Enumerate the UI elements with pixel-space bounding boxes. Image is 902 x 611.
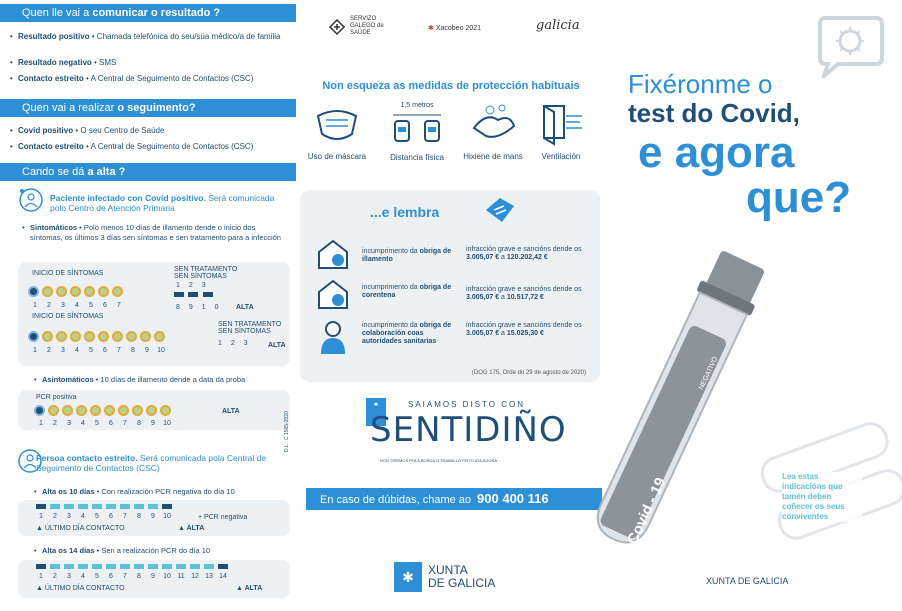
day-bar [204, 564, 214, 569]
day-bar [148, 504, 158, 509]
distance-label: 1,5 metros [400, 102, 434, 109]
day-dot [90, 405, 101, 416]
section-header-follow-up: Quen vai a realizar o seguimento? [0, 99, 296, 117]
day-number: 2 [47, 347, 51, 354]
day-dot [56, 331, 67, 342]
discharge-label-2: ALTA [268, 342, 286, 349]
sentidino-subtitle: NON TIREMOS POLA BORDA O TRABALLO FEITO ATA AGORA [380, 458, 497, 463]
close-contact-2: • Contacto estreito • A Central de Seguimento de Contactos (CSC) [18, 142, 288, 152]
day-bar [36, 504, 46, 509]
day-dot [70, 331, 81, 342]
house-quarantine-icon [316, 278, 350, 310]
timeline-numbers-2 [28, 347, 168, 354]
day-number: 8 [131, 347, 135, 354]
day-number: 10 [157, 347, 165, 354]
day-number: 1 [39, 420, 43, 427]
day-number: 5 [89, 347, 93, 354]
day-bar [64, 504, 74, 509]
day-dot [28, 331, 39, 342]
day-bar [162, 564, 172, 569]
day-bar [120, 504, 130, 509]
galicia-logo: galicia [536, 18, 580, 33]
day-number: 11 [177, 573, 185, 580]
day-number: 4 [81, 513, 85, 520]
xacobeo-logo: ✱ Xacobeo 2021 [428, 25, 481, 32]
pcr-positive-label: PCR positiva [36, 394, 77, 401]
title-line-1: Fixéronme o [628, 69, 773, 99]
discharge-label-1: ALTA [236, 304, 254, 311]
isolation-obligation: incumprimento da obriga de illamento [362, 248, 452, 263]
timeline-bars-4 [36, 504, 172, 509]
house-isolation-icon [316, 238, 350, 270]
measure-distance: 1,5 metros Distancia física [378, 102, 456, 162]
day-bar [190, 564, 200, 569]
timeline-bars-5 [36, 564, 228, 569]
day-number: 13 [205, 573, 213, 580]
isolation-penalty: infracción grave e sancións dende os 3.005,07 € a 120.202,42 € [466, 246, 582, 261]
contact-timeline-14 [18, 560, 290, 598]
covid-positive: • Covid positivo • O seu Centro de Saúde [18, 126, 288, 136]
day-number: 3 [67, 513, 71, 520]
patient-icon [18, 188, 44, 216]
day-number: 4 [75, 302, 79, 309]
day-bar [36, 564, 46, 569]
sergas-logo [328, 16, 392, 37]
day-bar [120, 564, 130, 569]
title-line-2: test do Covid, [628, 98, 800, 128]
day-number: 2 [53, 513, 57, 520]
result-positive: • Resultado positivo • Chamada telefónica do seu/súa médico/a de familia [18, 32, 288, 42]
xunta-badge: ✱ [366, 398, 386, 426]
day-number: 2 [53, 420, 57, 427]
mask-icon [312, 100, 362, 146]
sentidino-title: SENTIDIÑO [370, 410, 567, 450]
day-number: 6 [109, 573, 113, 580]
tube-positive-label: POSITIVO [728, 348, 749, 381]
day-dot [28, 286, 39, 297]
asymptomatic-timeline [18, 390, 290, 430]
sentidino-logo [366, 398, 567, 464]
no-symptoms-numbers-2: 123 [218, 340, 257, 347]
day-bar [78, 564, 88, 569]
day-number: 1 [39, 513, 43, 520]
day-number: 7 [123, 573, 127, 580]
day-dot [154, 331, 165, 342]
timeline-numbers-4 [34, 513, 174, 520]
quarantine-penalty: infracción grave e sancións dende os 3.005,07 € a 10.517,72 € [466, 286, 582, 301]
sergas-icon [328, 18, 346, 36]
left-panel [0, 0, 296, 611]
day-number: 7 [117, 347, 121, 354]
day-bar [92, 564, 102, 569]
day-bar [134, 504, 144, 509]
last-contact-label-1: ▲ ÚLTIMO DÍA CONTACTO [36, 525, 125, 532]
timeline-numbers-5 [34, 573, 230, 580]
collaboration-obligation: incumprimento da obriga de colaboración coas autoridades sanitarias [362, 322, 452, 345]
day-number: 1 [39, 573, 43, 580]
day-number: 3 [61, 302, 65, 309]
day-number: 8 [137, 420, 141, 427]
day-number: 4 [81, 573, 85, 580]
asymptomatic-note: • Asintomáticos • 10 días de illamento dende a data da proba [42, 375, 292, 385]
day-bar [162, 504, 172, 509]
infected-patient-note: Paciente infectado con Covid positivo. Será comunicada polo Centro de Atención Primaria [50, 193, 275, 213]
day-number: 6 [109, 420, 113, 427]
day-dot [118, 405, 129, 416]
day-dot [76, 405, 87, 416]
day-dot [98, 286, 109, 297]
day-bar [92, 504, 102, 509]
legal-deposit: D.L.: C 1565-2020 [284, 411, 290, 452]
day-dot [70, 286, 81, 297]
sergas-logo-text: SERVIZO GALEGO de SAÚDE [350, 16, 384, 36]
extra-days-numbers-1: 8910 [176, 304, 228, 311]
quarantine-obligation: incumprimento da obriga de corentena [362, 284, 452, 299]
day-dot [146, 405, 157, 416]
day-number: 5 [95, 420, 99, 427]
day-dot [34, 405, 45, 416]
note-cohabitants: Lea estas indicacións que tamén deben coñecer os seus conviventes [782, 472, 862, 522]
day-number: 3 [67, 573, 71, 580]
tube-covid-label: Covid - 19 [624, 475, 670, 548]
day-bar [50, 504, 60, 509]
day-bar [218, 564, 228, 569]
measure-mask: Uso de máscara [298, 100, 376, 161]
day-number: 5 [95, 513, 99, 520]
reminder-box [300, 190, 600, 382]
ticket-icon [482, 194, 518, 226]
day-dot [112, 331, 123, 342]
day-dot [104, 405, 115, 416]
day-number: 9 [145, 347, 149, 354]
day-dot [56, 286, 67, 297]
day-dot [62, 405, 73, 416]
timeline-numbers-3 [34, 420, 174, 427]
day-number: 7 [123, 513, 127, 520]
day-dot [112, 286, 123, 297]
no-symptoms-label: SEN SÍNTOMAS [174, 273, 227, 280]
protection-title: Non esqueza as medidas de protección habituais [322, 80, 580, 92]
day-number: 9 [151, 420, 155, 427]
day-dot [42, 286, 53, 297]
day-dot [98, 331, 109, 342]
discharge-10-days: • Alta os 10 días • Con realización PCR negativa do día 10 [42, 487, 292, 497]
day-number: 7 [117, 302, 121, 309]
tube-negative-label: NEGATIVO [698, 355, 720, 391]
window-icon [536, 100, 586, 146]
close-contact-note: Persoa contacto estreito. Será comunicada pola Central de Seguimento de Contactos (CSC) [36, 453, 267, 473]
xunta-emblem-icon: ✱ [394, 562, 422, 592]
no-treatment-label: SEN TRATAMENTO [174, 266, 238, 273]
day-number: 6 [103, 347, 107, 354]
distance-icon [389, 111, 445, 147]
discharge-label-4: ▲ ALTA [178, 525, 205, 532]
test-tube-icon [556, 235, 796, 575]
no-treatment-label-2: SEN TRATAMENTO [218, 321, 282, 328]
day-number: 14 [219, 573, 227, 580]
timeline-dots-1 [28, 286, 123, 297]
day-bar [50, 564, 60, 569]
help-phone-strip: En caso de dúbidas, chame ao 900 400 116 [306, 488, 602, 510]
sentidino-top-text: SAIAMOS DISTO CON [408, 400, 525, 409]
day-bar [176, 564, 186, 569]
day-dot [126, 331, 137, 342]
no-symptoms-numbers-1: 123 [176, 282, 215, 289]
day-dot [140, 331, 151, 342]
day-bar [64, 564, 74, 569]
day-number: 7 [123, 420, 127, 427]
right-panel [606, 0, 902, 611]
day-bar [106, 564, 116, 569]
day-bar [134, 564, 144, 569]
symptomatic-note: • Sintomáticos • Polo menos 10 días de illamento dende o inicio dos síntomas, os últimos 3 días sen síntomas e sen tratamento para a infección [30, 223, 286, 243]
symptoms-start-label: INICIO DE SÍNTOMAS [32, 270, 104, 277]
timeline-numbers-1 [28, 302, 126, 309]
day-bar [106, 504, 116, 509]
no-symptoms-label-2: SEN SÍNTOMAS [218, 328, 271, 335]
xunta-logo: ✱ XUNTA DE GALICIA [394, 562, 495, 592]
title-line-4: que? [746, 173, 852, 222]
day-bar [78, 504, 88, 509]
day-number: 6 [109, 513, 113, 520]
discharge-label-5: ▲ ALTA [236, 585, 263, 592]
last-contact-label-2: ▲ ÚLTIMO DÍA CONTACTO [36, 585, 125, 592]
day-number: 1 [33, 302, 37, 309]
timeline-dots-3 [34, 405, 171, 416]
xunta-footer: XUNTA DE GALICIA [706, 576, 789, 586]
legal-reference: (DOG 175, Orde do 29 de agosto de 2020) [471, 370, 586, 376]
day-number: 4 [81, 420, 85, 427]
day-dot [160, 405, 171, 416]
day-number: 2 [47, 302, 51, 309]
result-negative: • Resultado negativo • SMS [18, 58, 288, 68]
timeline-dots-2 [28, 331, 165, 342]
day-number: 1 [33, 347, 37, 354]
reminder-title: ...e lembra [370, 204, 440, 220]
section-header-communicate: Quen lle vai a comunicar o resultado ? [0, 4, 296, 22]
section-header-discharge: Cando se dá a alta ? [0, 163, 296, 181]
day-number: 5 [95, 573, 99, 580]
day-number: 3 [67, 420, 71, 427]
day-dot [84, 286, 95, 297]
title-line-3: e agora [638, 128, 795, 177]
measure-ventilation: Ventilación [522, 100, 600, 161]
day-number: 9 [151, 573, 155, 580]
day-number: 10 [163, 573, 171, 580]
symptomatic-timeline [18, 262, 290, 366]
day-dot [84, 331, 95, 342]
day-number: 4 [75, 347, 79, 354]
close-contact-1: • Contacto estreito • A Central de Seguimento de Contactos (CSC) [18, 74, 288, 84]
virus-speech-bubble-icon [806, 14, 886, 78]
day-number: 9 [151, 513, 155, 520]
day-number: 10 [163, 513, 171, 520]
day-number: 8 [137, 513, 141, 520]
day-dot [42, 331, 53, 342]
day-number: 10 [163, 420, 171, 427]
day-number: 2 [53, 573, 57, 580]
day-bar [148, 564, 158, 569]
collaboration-penalty: infracción grave e sancións dende os 3.005,07 € a 15.025,30 € [466, 322, 582, 337]
health-worker-icon [318, 320, 348, 356]
day-number: 8 [137, 573, 141, 580]
hands-icon [468, 100, 518, 146]
discharge-label-3: ALTA [222, 408, 240, 415]
contact-timeline-10 [18, 500, 290, 536]
day-number: 12 [191, 573, 199, 580]
day-number: 3 [61, 347, 65, 354]
day-dot [132, 405, 143, 416]
measure-hands: Hixiene de mans [454, 100, 532, 161]
day-number: 5 [89, 302, 93, 309]
day-dot [48, 405, 59, 416]
pcr-negative-label: + PCR negativa [198, 514, 248, 521]
symptoms-start-label-2: INICIO DE SÍNTOMAS [32, 313, 104, 320]
day-number: 6 [103, 302, 107, 309]
discharge-14-days: • Alta os 14 días • Sen a realización PCR do día 10 [42, 546, 292, 556]
